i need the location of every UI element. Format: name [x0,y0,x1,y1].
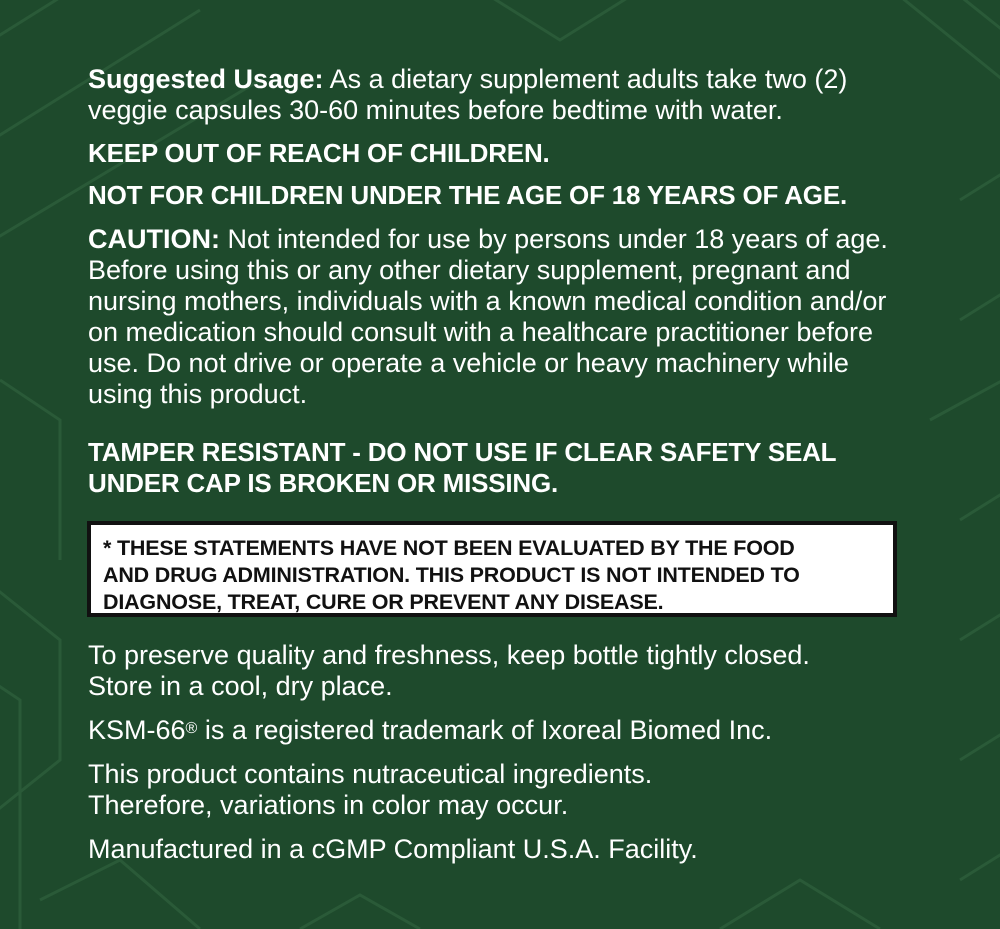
label-text-block-lower [88,640,918,865]
pattern-line [960,710,1000,760]
registered-mark: ® [185,720,198,737]
pattern-line [0,0,120,60]
variation-line1: This product contains nutraceutical ingredients. [88,759,653,789]
caution-paragraph [88,224,918,410]
age-warning: NOT FOR CHILDREN UNDER THE AGE OF 18 YEARS OF AGE. [88,180,847,210]
caution-line5: use. Do not drive or operate a vehicle or heavy machinery while [88,348,849,378]
storage-line2: Store in a cool, dry place. [88,671,393,701]
pattern-line [0,560,60,840]
variation-line2: Therefore, variations in color may occur. [88,790,569,820]
pattern-line [300,895,420,929]
suggested-usage-label: Suggested Usage: [88,64,324,94]
pattern-line [940,0,1000,60]
disclaimer-line1: * THESE STATEMENTS HAVE NOT BEEN EVALUATED BY THE FOOD [103,536,795,560]
caution-label: CAUTION: [88,224,220,254]
pattern-line [960,150,1000,200]
caution-line2: Before using this or any other dietary supplement, pregnant and [88,255,851,285]
trademark-notice [88,715,918,746]
tamper-line2: UNDER CAP IS BROKEN OR MISSING. [88,468,559,498]
pattern-line [960,590,1000,640]
disclaimer-line3: DIAGNOSE, TREAT, CURE OR PREVENT ANY DISEASE. [103,590,664,614]
caution-line6: using this product. [88,379,308,409]
keep-out-warning: KEEP OUT OF REACH OF CHILDREN. [88,138,550,168]
pattern-line [40,860,200,929]
disclaimer-line2: AND DRUG ADMINISTRATION. THIS PRODUCT IS NOT INTENDED TO [103,563,800,587]
caution-line3: nursing mothers, individuals with a known medical condition and/or [88,286,887,316]
tamper-warning [88,437,918,499]
pattern-line [930,360,1000,420]
color-variation-notice [88,759,918,821]
trademark-brand: KSM-66 [88,715,186,745]
storage-instructions [88,640,918,702]
pattern-line [0,380,60,560]
label-text-block [88,64,918,499]
pattern-line [720,880,880,929]
manufacture-notice: Manufactured in a cGMP Compliant U.S.A. Facility. [88,834,698,864]
storage-line1: To preserve quality and freshness, keep bottle tightly closed. [88,640,810,670]
pattern-line [960,830,1000,880]
fda-disclaimer-box [87,521,897,617]
caution-line1: Not intended for use by persons under 18 years of age. [219,224,888,254]
pattern-line [960,470,1000,520]
suggested-usage-line1: As a dietary supplement adults take two (2) [323,64,848,94]
trademark-rest: is a registered trademark of Ixoreal Biomed Inc. [197,715,773,745]
fda-disclaimer-text [103,535,879,616]
tamper-line1: TAMPER RESISTANT - DO NOT USE IF CLEAR SAFETY SEAL [88,437,837,467]
pattern-line [960,270,1000,320]
pattern-line [480,0,640,40]
caution-line4: on medication should consult with a healthcare practitioner before [88,317,873,347]
suggested-usage [88,64,918,126]
suggested-usage-line2: veggie capsules 30-60 minutes before bedtime with water. [88,95,783,125]
